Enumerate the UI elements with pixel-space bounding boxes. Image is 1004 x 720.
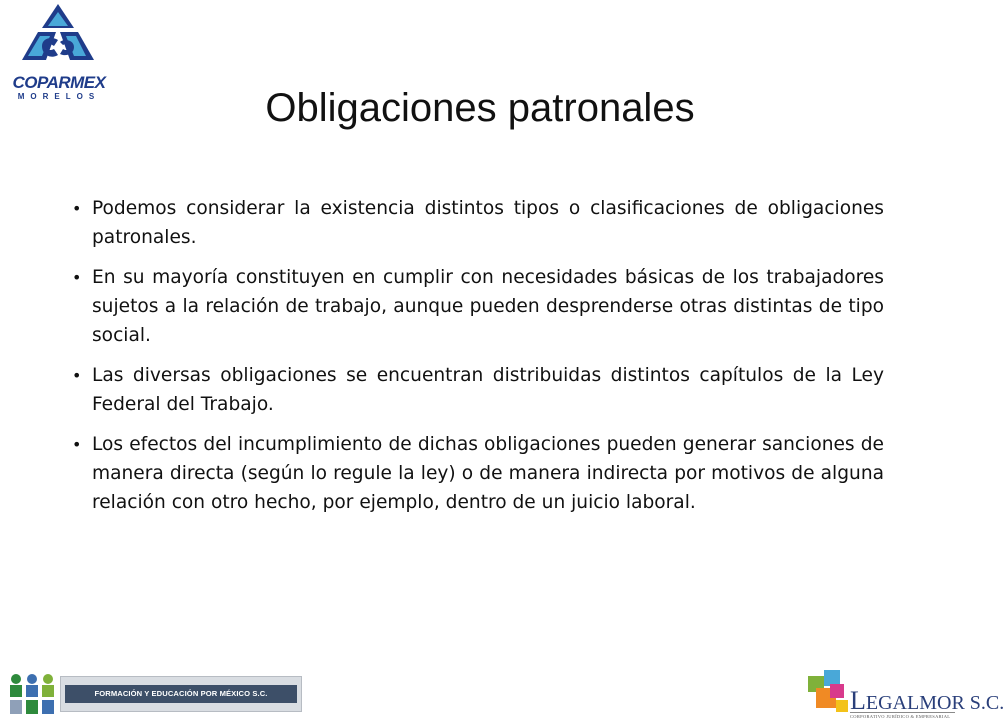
bullet-text: Los efectos del incumplimiento de dichas obligaciones pueden generar sanciones de manera directa (según lo regule la ley) o de manera indirecta por motivos de alguna relación con otro hecho, por ejemplo, dentro de un juicio laboral. xyxy=(92,434,884,513)
bullet-text: En su mayoría constituyen en cumplir con necesidades básicas de los trabajadores sujetos a la relación de trabajo, aunque pueden desprenderse otras distintas de tipo social. xyxy=(92,267,884,346)
bullet-marker: • xyxy=(72,268,82,287)
formacion-banner-strip xyxy=(65,685,297,703)
coparmex-emblem-icon xyxy=(16,2,100,74)
bullet-list xyxy=(68,194,884,528)
bullet-item xyxy=(68,361,884,419)
bullet-item xyxy=(68,430,884,517)
formacion-logo xyxy=(6,670,302,716)
legalmor-wordmark xyxy=(850,686,1004,715)
coparmex-wordmark: COPARMEX xyxy=(12,73,106,92)
legalmor-logo xyxy=(806,668,1004,719)
coparmex-subtitle: MORELOS xyxy=(17,92,101,101)
legalmor-tagline: CORPORATIVO JURÍDICO & EMPRESARIAL xyxy=(850,712,955,719)
legalmor-name: EGALMOR S.C. xyxy=(865,692,1004,714)
slide-title: Obligaciones patronales xyxy=(265,86,695,130)
bullet-marker: • xyxy=(72,199,82,218)
bullet-item xyxy=(68,263,884,350)
bullet-item xyxy=(68,194,884,252)
bullet-marker: • xyxy=(72,366,82,385)
bullet-marker: • xyxy=(72,435,82,454)
bullet-text: Podemos considerar la existencia distintos tipos o clasificaciones de obligaciones patronales. xyxy=(92,198,884,248)
bullet-text: Las diversas obligaciones se encuentran distribuidas distintos capítulos de la Ley Federal del Trabajo. xyxy=(92,365,884,415)
legalmor-initial: L xyxy=(850,686,866,715)
people-figures-icon xyxy=(6,670,58,716)
formacion-banner xyxy=(60,676,302,712)
formacion-banner-text: FORMACIÓN Y EDUCACIÓN POR MÉXICO S.C. xyxy=(94,689,268,698)
